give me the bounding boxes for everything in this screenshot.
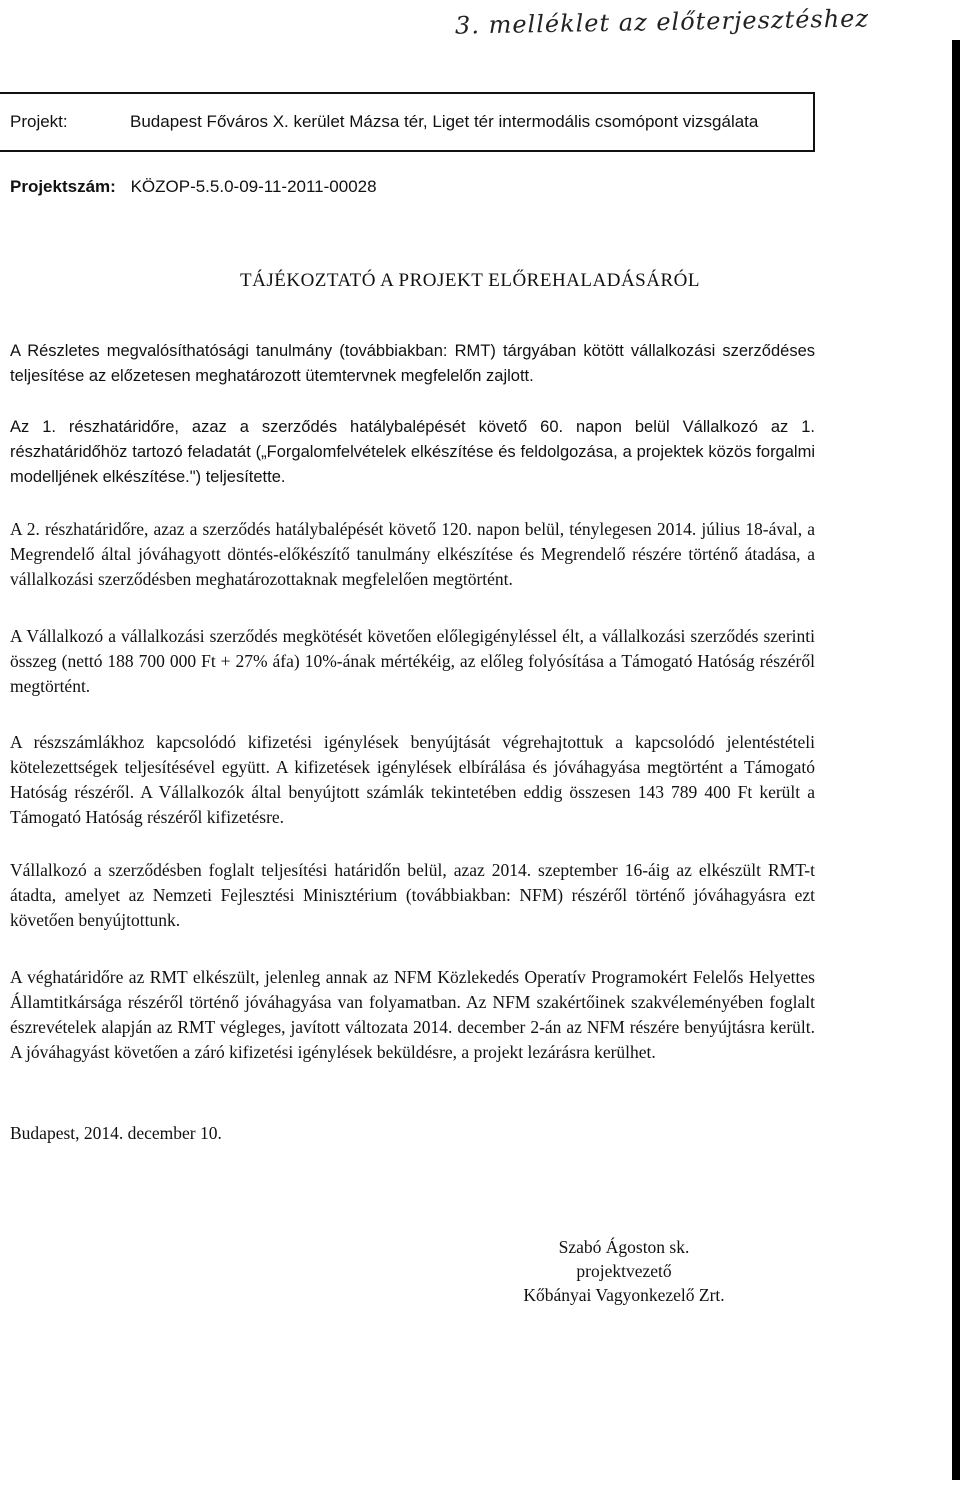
scan-edge-bar xyxy=(952,40,960,1480)
project-number-value: KÖZOP-5.5.0-09-11-2011-00028 xyxy=(130,177,377,196)
paragraph-4: A Vállalkozó a vállalkozási szerződés megkötését követően előlegigényléssel élt, a vállalkozási szerződés szerinti összeg (nettó 188 700 000 Ft + 27% áfa) 10%-ának mértékéig, az előleg folyósítása a Támogató Hatóság részéről megtörtént. xyxy=(10,626,815,696)
paragraph-2: Az 1. részhatáridőre, azaz a szerződés hatálybalépését követő 60. napon belül Vállalkozó az 1. részhatáridőhöz tartozó feladatát („Forgalomfelvételek elkészítése és feldolgozása, a projektek közös forgalmi modelljének elkészítése.") teljesítette. xyxy=(10,418,815,486)
project-number-label: Projektszám: xyxy=(10,177,116,196)
project-box xyxy=(0,92,815,152)
signer-role: projektvezető xyxy=(576,1261,672,1281)
signer-name: Szabó Ágoston sk. xyxy=(558,1237,690,1257)
paragraph-3: A 2. részhatáridőre, azaz a szerződés hatálybalépését követő 120. napon belül, ténylegesen 2014. július 18-ával, a Megrendelő által jóváhagyott döntés-előkészítő tanulmány elkészítése és Megrendelő részére történő átadása, a vállalkozási szerződésben meghatározottaknak megfelelően megtörtént. xyxy=(10,519,815,589)
project-label: Projekt: xyxy=(10,112,68,131)
signature-block xyxy=(494,1235,754,1307)
project-number-line xyxy=(10,177,377,197)
project-value: Budapest Főváros X. kerület Mázsa tér, Liget tér intermodális csomópont vizsgálata xyxy=(130,112,759,131)
paragraph-5: A részszámlákhoz kapcsolódó kifizetési igénylések benyújtását végrehajtottuk a kapcsolódó jelentéstételi kötelezettségek teljesítésével együtt. A kifizetések igénylések elbírálása és jóváhagyása megtörtént a Támogató Hatóság részéről. A Vállalkozók által benyújtott számlák tekintetében eddig összesen 143 789 400 Ft került a Támogató Hatóság részéről kifizetésre. xyxy=(10,732,815,827)
paragraph-6: Vállalkozó a szerződésben foglalt teljesítési határidőn belül, azaz 2014. szeptember 16-áig az elkészült RMT-t átadta, amelyet az Nemzeti Fejlesztési Minisztérium (továbbiakban: NFM) részéről történő jóváhagyásra ezt követően benyújtottunk. xyxy=(10,860,815,930)
signer-company: Kőbányai Vagyonkezelő Zrt. xyxy=(523,1285,725,1305)
paragraph-1: A Részletes megvalósíthatósági tanulmány (továbbiakban: RMT) tárgyában kötött vállalkozási szerződéses teljesítése az előzetesen meghatározott ütemtervnek megfelelőn zajlott. xyxy=(10,342,815,385)
handwritten-note: 3. melléklet az előterjesztéshez xyxy=(454,4,870,40)
date-line: Budapest, 2014. december 10. xyxy=(10,1123,222,1143)
document-title: TÁJÉKOZTATÓ A PROJEKT ELŐREHALADÁSÁRÓL xyxy=(240,270,700,291)
paragraph-7: A véghatáridőre az RMT elkészült, jelenleg annak az NFM Közlekedés Operatív Programokért Felelős Helyettes Államtitkársága részéről történő jóváhagyása van folyamatban. Az NFM szakértőinek szakvéleményében foglalt észrevételek alapján az RMT végleges, javított változata 2014. december 2-án az NFM részére benyújtásra került. A jóváhagyást követően a záró kifizetési igénylések beküldésre, a projekt lezárásra kerülhet. xyxy=(10,967,815,1062)
